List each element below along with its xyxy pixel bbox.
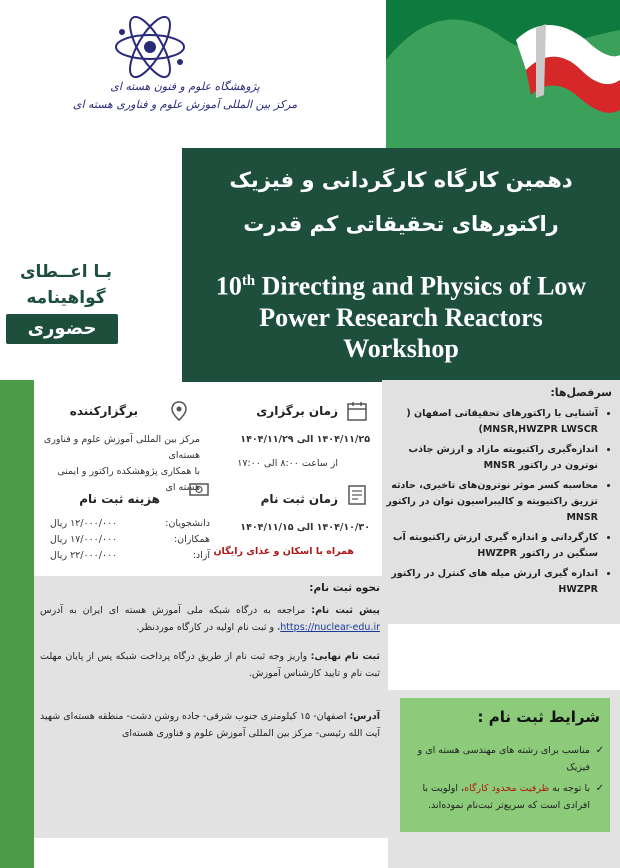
- organization-line1: پژوهشگاه علوم و فنون هسته ای: [110, 80, 260, 93]
- conditions-list: [408, 742, 604, 818]
- registration-link[interactable]: https://nuclear-edu.ir: [280, 622, 380, 633]
- title-persian-line1: دهمین کارگاه کارگردانی و فیزیک: [229, 168, 573, 192]
- condition-item: [408, 780, 604, 814]
- organizer-line1: مرکز بین المللی آموزش علوم و فناوری هسته‌ای: [43, 434, 200, 461]
- fee-value: ۲۲/۰۰۰/۰۰۰ ریال: [50, 550, 118, 561]
- fee-value: ۱۲/۰۰۰/۰۰۰ ریال: [50, 518, 118, 529]
- title-persian: [182, 158, 620, 246]
- organizer-title: برگزارکننده: [69, 404, 138, 418]
- address-text: [40, 708, 380, 742]
- title-english-line2: Power Research Reactors: [259, 302, 543, 332]
- fee-row: [50, 548, 210, 564]
- fee-row: [50, 516, 210, 532]
- topic-item: • اندازه گیری ارزش میله های کنترل در راکتور HWZPR: [378, 566, 598, 598]
- organizer-text: [36, 432, 200, 496]
- fee-table: [50, 516, 210, 564]
- limited-capacity-text: ظرفیت محدود کارگاه: [464, 783, 550, 794]
- event-dates: ۱۴۰۴/۱۱/۲۵ الی ۱۴۰۴/۱۱/۲۹: [240, 434, 370, 445]
- location-pin-icon: [168, 400, 190, 422]
- fee-label: همکاران:: [173, 534, 210, 545]
- calendar-icon: [346, 400, 368, 422]
- pre-registration-label: پیش ثبت نام:: [311, 605, 381, 616]
- fee-label: دانشجویان:: [165, 518, 210, 529]
- left-accent-bar: [0, 380, 34, 868]
- fee-label: آزاد:: [192, 550, 210, 561]
- certificate-line2: گواهینامه: [26, 288, 106, 308]
- title-english-text1: Directing and Physics of Low: [255, 271, 587, 301]
- title-persian-line2: راکتورهای تحقیقاتی کم قدرت: [243, 212, 559, 236]
- fee-row: [50, 532, 210, 548]
- organizer-line2: با همکاری پژوهشکده راکتور و ایمنی هسته ای: [57, 466, 200, 493]
- topic-item: • اندازه‌گیری راکتیویته مازاد و ارزش جاذب نوترون در راکتور MNSR: [378, 442, 598, 474]
- title-english-line1: [182, 266, 620, 302]
- topic-item: • کارگردانی و اندازه گیری ارزش راکتیویته آب سنگین در راکتور HWZPR: [378, 530, 598, 562]
- event-hours: از ساعت ۸:۰۰ الی ۱۷:۰۰: [237, 458, 338, 469]
- title-ordinal: th: [241, 273, 256, 289]
- condition-text: ، اولویت با افرادی است که سریع‌تر ثبت‌نام نموده‌اند.: [422, 783, 590, 811]
- fee-title: هزینه ثبت نام: [79, 492, 160, 506]
- conditions-panel: [400, 698, 610, 832]
- event-time-title: زمان برگزاری: [256, 404, 338, 418]
- title-english-line3: Workshop: [343, 333, 459, 363]
- condition-item: ✓ مناسب برای رشته های مهندسی هسته ای و فیزیک: [408, 742, 604, 776]
- howto-title: نحوه ثبت نام:: [309, 582, 380, 594]
- money-icon: [188, 478, 210, 500]
- conditions-title: شرایط ثبت نام :: [477, 708, 600, 726]
- final-registration-text: [40, 648, 380, 682]
- registration-form-icon: [346, 484, 368, 506]
- title-english: [182, 266, 620, 364]
- attendance-badge: حضوری: [6, 314, 118, 344]
- info-panel: [38, 392, 378, 574]
- pre-registration-text: [40, 602, 380, 636]
- final-registration-label: ثبت نام نهایی:: [310, 651, 380, 662]
- topics-panel: [382, 380, 620, 624]
- organization-line2: مرکز بین المللی آموزش علوم و فناوری هسته ای: [72, 98, 298, 111]
- topics-list: [378, 406, 612, 602]
- topic-item: • آشنایی با راکتورهای تحقیقاتی اصفهان ( MNSR,HWZPR LWSCR): [378, 406, 598, 438]
- topic-item: • محاسبه کسر موثر نوترون‌های تاخیری، حادثه تزریق راکتیویته و کالیبراسیون توان در راکتور MNSR: [378, 478, 598, 526]
- registration-howto-panel: [34, 576, 388, 838]
- topics-title: سرفصل‌ها:: [550, 386, 612, 399]
- workshop-title-block: [182, 148, 620, 382]
- pre-registration-desc: مراجعه به درگاه شبکه ملی آموزش هسته ای ایران به آدرس: [40, 605, 312, 616]
- iran-flag-icon: [386, 0, 620, 148]
- final-registration-desc: واریز وجه ثبت نام از طریق درگاه پرداخت شبکه پس از پایان مهلت ثبت نام و تایید کارشناس آموزش.: [40, 651, 380, 679]
- fee-value: ۱۷/۰۰۰/۰۰۰ ریال: [50, 534, 118, 545]
- organization-name: [60, 78, 310, 114]
- registration-dates: ۱۴۰۴/۱۰/۳۰ الی ۱۴۰۴/۱۱/۱۵: [240, 522, 370, 533]
- title-number: 10: [215, 271, 242, 301]
- address-desc: اصفهان- ۱۵ کیلومتری جنوب شرقی- جاده روشن دشت- منطقه هسته‌ای شهید آیت الله رئیسی- مرکز بین المللی آموزش علوم و فناوری هسته‌ای: [40, 711, 380, 739]
- flag-banner: [386, 0, 620, 148]
- pre-registration-desc2: ، و ثبت نام اولیه در کارگاه موردنظر.: [136, 622, 281, 633]
- registration-time-title: زمان ثبت نام: [260, 492, 338, 506]
- condition-text: با توجه به: [549, 783, 590, 794]
- atom-logo-icon: [110, 12, 190, 82]
- address-label: آدرس:: [349, 711, 380, 722]
- certificate-line1: بـا اعــطای: [19, 262, 113, 282]
- registration-note: همراه با اسکان و غذای رایگان: [213, 546, 354, 557]
